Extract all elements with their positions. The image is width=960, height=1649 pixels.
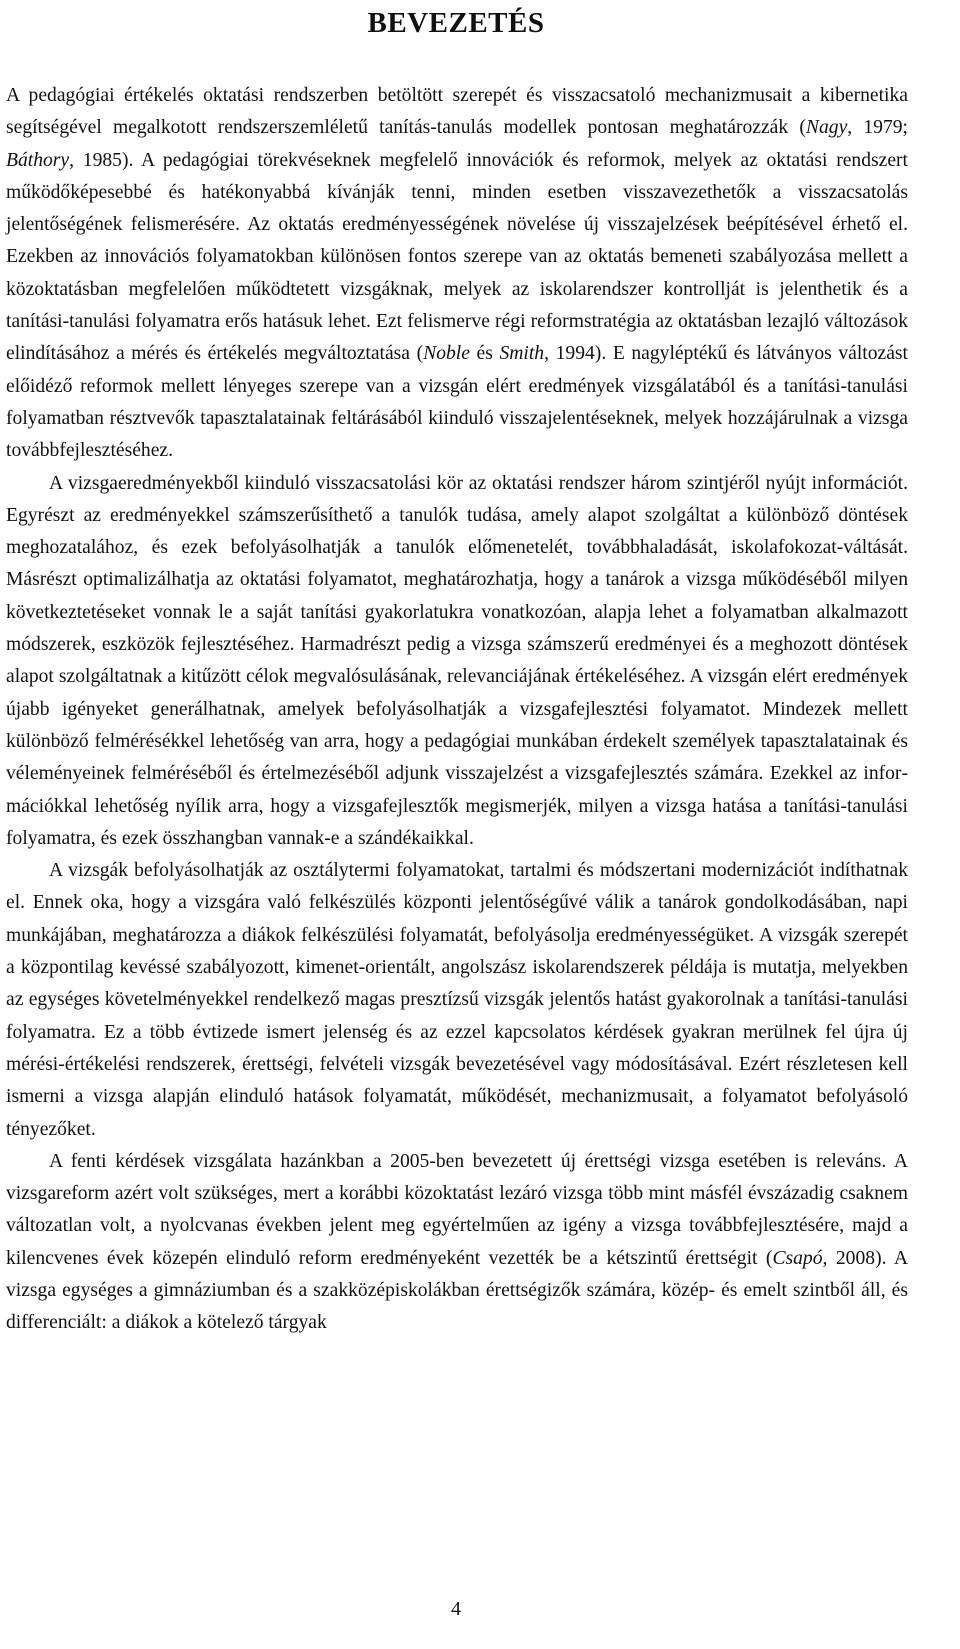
citation-author: Csapó bbox=[772, 1247, 823, 1269]
body-text bbox=[6, 80, 908, 1340]
page-title: BEVEZETÉS bbox=[367, 7, 545, 39]
citation-author: Smith bbox=[499, 343, 545, 365]
paragraph: A vizsgaeredményekből kiinduló visszacsatolási kör az oktatási rendszer három szintjéről nyújt információt. Egyrészt az eredményekkel számszerűsíthető a tanulók tudása, amely alapot szolgáltat a különböző döntések meghozatalához, és ezek befolyásolhatják a tanulók előmenetelét, továbbhaladását, iskolafokozat-váltását. Másrészt optimalizálhatja az oktatási folyamatot, meghatározhatja, hogy a tanárok a vizsga működéséből milyen következtetéseket vonnak le a saját tanítási gyakorlatukra vonatkozóan, alapja lehet a folyamatban alkalmazott módszerek, eszközök fejlesztéséhez. Harmadrészt pedig a vizsga számszerű eredményei és a meghozott döntések alapot szolgáltatnak a kitűzött célok megvalósulásának, relevanciájának értékeléséhez. A vizsgán elért eredmények újabb igényeket generálhatnak, amelyek befolyásolhatják a vizsgafejlesztési folyamatot. Mindezek mellett különböző felmérésékkel lehetőség van arra, hogy a pedagógiai munkában érdekelt személyek tapasztalatainak és véleményeinek felméréséből és értelmezéséből adjunk visszajelzést a vizsgafejlesztés számára. Ezekkel az információkkal lehetőség nyílik arra, hogy a vizsgafejlesztők megismerjék, milyen a vizsga hatása a tanítási-tanulási folyamatra, és ezek összhangban vannak-e a szándékaikkal. bbox=[6, 472, 908, 849]
citation-author: Báthory bbox=[6, 149, 70, 171]
citation-author: Nagy bbox=[805, 117, 848, 139]
citation-author: Noble bbox=[423, 343, 470, 365]
page-number: 4 bbox=[451, 1598, 461, 1620]
paragraph: A pedagógiai értékelés oktatási rendszerben betöltött szerepét és visszacsatoló mechanizmusait a kibernetika segítségével megalkotott rendszerszemléletű tanítás-tanulás modellek pontosan meghatározzák (Nagy, 1979; Báthory, 1985). A pedagógiai törekvéseknek megfelelő innovációk és reformok, melyek az oktatási rendszert működőképesebbé és hatékonyabbá kívánják tenni, minden esetben visszavezethetők a visszacsatolás jelentőségének felismerésére. Az oktatás eredményességének növelése új visszajelzések beépítésével érhető el. Ezekben az innovációs folyamatokban különösen fontos szerepe van az oktatás bemeneti szabályozása mellett a közoktatásban megfelelően működtetett vizsgáknak, melyek az iskolarendszer kontrollját is jelenthetik és a tanítási-tanulási folyamatra erős hatásuk lehet. Ezt felismerve régi reformstratégia az oktatásban lezajló változások elindításához a mérés és értékelés megváltoztatása (Noble és Smith, 1994). E nagyléptékű és látványos változást előidéző reformok mellett lényeges szerepe van a vizsgán elért eredmények vizsgálatából és a tanítási-tanulási folyamatban résztvevők tapasztalatainak feltárásából kiinduló visszajelentéseknek, melyek hozzájárulnak a vizsga továbbfejlesztéséhez. bbox=[6, 85, 909, 462]
paragraph: A fenti kérdések vizsgálata hazánkban a 2005-ben bevezetett új érettségi vizsga esetében is releváns. A vizsgareform azért volt szükséges, mert a korábbi közoktatást lezáró vizsga több mint másfél évszázadig csaknem változatlan volt, a nyolcvanas években jelent meg egyértelműen az igény a vizsga továbbfejlesztésére, majd a kilencvenes évek közepén elinduló reform eredményeként vezették be a kétszintű érettségit (Csapó, 2008). A vizsga egységes a gimnáziumban és a szakközépiskolákban érettségizők számára, közép- és emelt szintből áll, és differenciált: a diákok a kötelező tárgyak bbox=[6, 1150, 909, 1334]
paragraph: A vizsgák befolyásolhatják az osztálytermi folyamatokat, tartalmi és módszertani modernizációt indíthatnak el. Ennek oka, hogy a vizsgára való felkészülés központi jelentőségűvé válik a tanárok gondolkodásában, napi munkájában, meghatározza a diákok felkészülési folyamatát, befolyásolja eredményességüket. A vizsgák szerepét a központilag kevéssé szabályozott, kimenet-orientált, angolszász iskolarendszerek példája is mutatja, melyekben az egységes követelményekkel rendelkező magas presztízsű vizsgák jelentős hatást gyakorolnak a tanítási-tanulási folyamatra. Ez a több évtizede ismert jelenség és az ezzel kapcsolatos kérdések gyakran merülnek fel újra új mérési-értékelési rendszerek, érettségi, felvételi vizsgák bevezetésével vagy módosításával. Ezért részletesen kell ismerni a vizsga alapján elinduló hatások folyamatát, működését, mechanizmusait, a folyamatot befolyásoló tényezőket. bbox=[6, 860, 908, 1140]
